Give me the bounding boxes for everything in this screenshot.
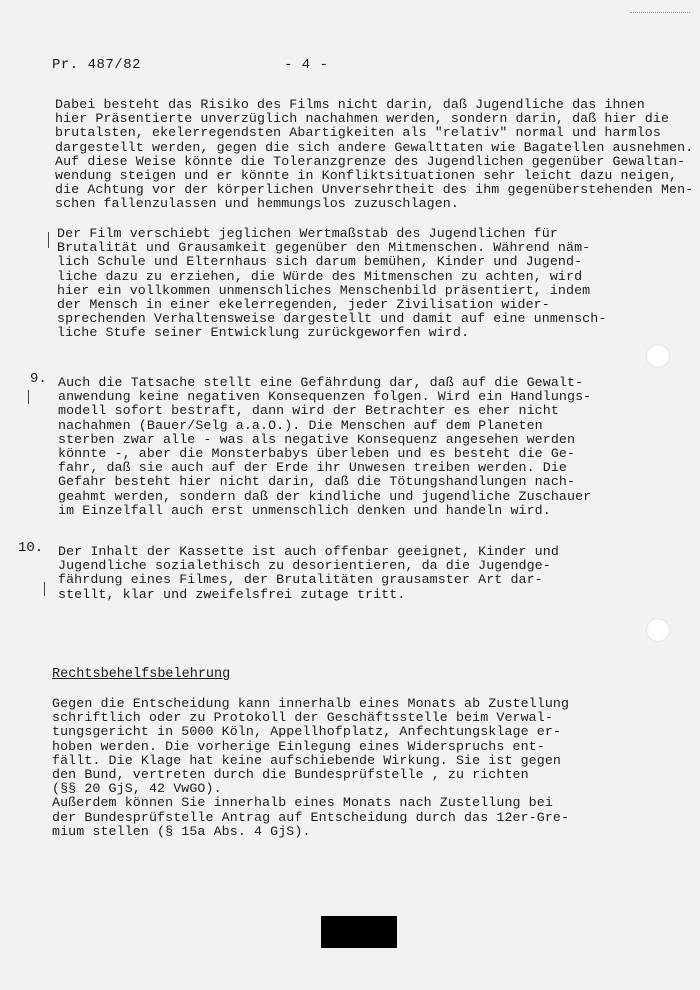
paragraph-legal-remedy [52, 697, 569, 839]
text-line: hier Präsentierte unverzüglich nachahmen werden, sondern darin, daß hier die [55, 111, 670, 127]
text-line: fahr, daß sie auch auf der Erde ihr Unwesen treiben werden. Die [58, 460, 568, 476]
text-line: fällt. Die Klage hat keine aufschiebende Wirkung. Sie ist gegen [52, 752, 562, 768]
text-line: hier ein vollkommen unmenschliches Menschenbild präsentiert, indem [57, 282, 591, 298]
paragraph-item-9 [58, 376, 591, 518]
text-line: Auch die Tatsache stellt eine Gefährdung dar, daß auf die Gewalt- [58, 375, 584, 390]
text-line: Außerdem können Sie innerhalb eines Monats nach Zustellung bei [52, 795, 553, 811]
text-line: Auf diese Weise könnte die Toleranzgrenze des Jugendlichen gegenüber Gewaltan- [55, 153, 686, 169]
text-line: tungsgericht in 5000 Köln, Appellhofplatz, Anfechtungsklage er- [52, 724, 562, 740]
text-line: Der Inhalt der Kassette ist auch offenbar geeignet, Kinder und [58, 544, 559, 559]
text-line: schen fallenzulassen und hemmungslos zuzuschlagen. [55, 196, 459, 212]
text-line: brutalsten, ekelerregendsten Abartigkeiten als "relativ" normal und harmlos [55, 125, 661, 141]
text-line: liche Stufe seiner Entwicklung zurückgeworfen wird. [57, 325, 470, 341]
text-line: könnte -, aber die Monsterbabys überleben und es besteht die Ge- [58, 446, 576, 462]
text-line: nachahmen (Bauer/Selg a.a.O.). Die Menschen auf dem Planeten [58, 417, 543, 433]
text-line: fährdung eines Filmes, der Brutalitäten grausamster Art dar- [58, 572, 543, 588]
text-line: Brutalität und Grausamkeit gegenüber den Mitmenschen. Während näm- [57, 240, 591, 256]
text-line: Gegen die Entscheidung kann innerhalb eines Monats ab Zustellung [52, 696, 570, 711]
item-number-9: 9. [30, 371, 47, 387]
text-line: Gefahr besteht hier nicht darin, daß die Tötungshandlungen nach- [58, 474, 576, 490]
text-line: liche dazu zu erziehen, die Würde des Mitmenschen zu achten, wird [57, 268, 583, 284]
text-line: (§§ 20 GjS, 42 VwGO). [52, 781, 222, 797]
text-line: der Mensch in einer ekelerregenden, jeder Zivilisation wider- [57, 297, 550, 313]
text-line: stellt, klar und zweifelsfrei zutage tritt. [58, 586, 406, 602]
margin-mark [28, 390, 29, 404]
text-line: dargestellt werden, gegen die sich andere Gewalttaten wie Bagatellen ausnehmen. [55, 139, 694, 155]
section-heading: Rechtsbehelfsbelehrung [52, 667, 231, 682]
text-line: schriftlich oder zu Protokoll der Geschäftsstelle beim Verwal- [52, 710, 553, 726]
text-line: modell sofort bestraft, dann wird der Betrachter es eher nicht [58, 403, 559, 419]
text-line: wendung steigen und er könnte in Konfliktsituationen sehr leicht dazu neigen, [55, 168, 678, 184]
paragraph-risk [55, 98, 693, 212]
text-line: Der Film verschiebt jeglichen Wertmaßstab des Jugendlichen für [57, 226, 558, 241]
text-line: lich Schule und Elternhaus sich darum bemühen, Kinder und Jugend- [57, 254, 583, 270]
text-line: geahmt werden, sondern daß der kindliche und jugendliche Zuschauer [58, 488, 592, 504]
text-line: Jugendliche sozialethisch zu desorientieren, da die Jugendge- [58, 558, 551, 574]
text-line: hoben werden. Die vorherige Einlegung eines Widerspruchs ent- [52, 738, 545, 754]
paragraph-item-10 [58, 545, 559, 602]
page-header [52, 57, 329, 73]
text-line: Dabei besteht das Risiko des Films nicht darin, daß Jugendliche das ihnen [55, 97, 645, 112]
redaction-block [321, 916, 397, 948]
text-line: sterben zwar alle - was als negative Konsequenz angesehen werden [58, 431, 576, 447]
text-line: den Bund, vertreten durch die Bundesprüfstelle , zu richten [52, 767, 529, 783]
text-line: anwendung keine negativen Konsequenzen folgen. Wird ein Handlungs- [58, 389, 592, 405]
margin-mark [48, 232, 49, 248]
paragraph-value-shift [57, 227, 606, 341]
text-line: die Achtung vor der körperlichen Unversehrtheit des ihm gegenüberstehenden Men- [55, 182, 694, 198]
text-line: sprechenden Verhaltensweise dargestellt und damit auf eine unmensch- [57, 311, 607, 327]
corner-marks [630, 12, 690, 15]
text-line: der Bundesprüfstelle Antrag auf Entscheidung durch das 12er-Gre- [52, 809, 570, 825]
page-number: - 4 - [284, 57, 329, 73]
text-line: im Einzelfall auch erst unmenschlich denken und handeln wird. [58, 502, 551, 518]
margin-mark [44, 582, 45, 596]
punch-hole [646, 618, 670, 642]
punch-hole [646, 344, 670, 368]
item-number-10: 10. [18, 540, 44, 556]
text-line: mium stellen (§ 15a Abs. 4 GjS). [52, 823, 311, 839]
reference-number: Pr. 487/82 [52, 57, 142, 73]
